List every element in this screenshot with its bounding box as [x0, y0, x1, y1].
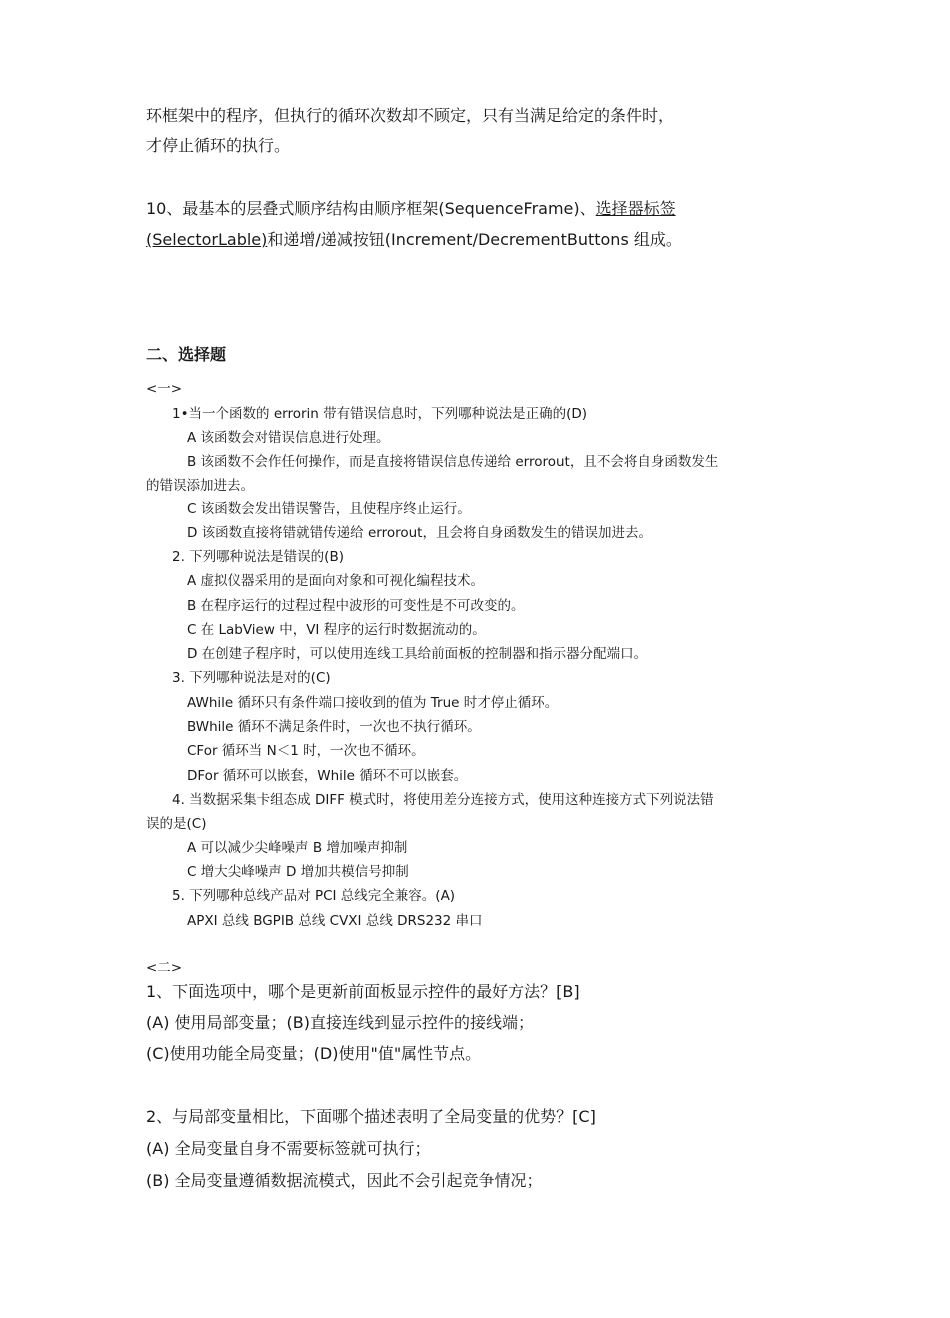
question-1-option: D 该函数直接将错就错传递给 errorout，且会将自身函数发生的错误加进去。: [187, 525, 652, 541]
question-2-option: C 在 LabView 中，VI 程序的运行时数据流动的。: [187, 622, 486, 638]
item-10-rest: 和递增/递减按钮(Increment/DecrementButtons 组成。: [267, 230, 682, 249]
intro-line-1: 环框架中的程序，但执行的循环次数却不顾定，只有当满足给定的条件时，: [146, 106, 675, 125]
question-2-option: D 在创建子程序时，可以使用连线工具给前面板的控制器和指示器分配端口。: [187, 646, 648, 662]
question-4-stem-cont: 误的是(C): [146, 816, 207, 832]
intro-line-2: 才停止循环的执行。: [146, 136, 291, 155]
question-1-stem: 1•当一个函数的 errorin 带有错误信息时，下列哪种说法是正确的(D): [172, 406, 588, 422]
question-3-option: AWhile 循环只有条件端口接收到的值为 True 时才停止循环。: [187, 695, 559, 711]
part-2-question-1-line-b: (C)使用功能全局变量；(D)使用"值"属性节点。: [146, 1044, 482, 1063]
item-10-line-2: [146, 230, 682, 249]
section-title: 二、选择题: [146, 345, 227, 364]
part-1-marker: <一>: [146, 381, 183, 397]
part-2-question-1-line-a: (A) 使用局部变量；(B)直接连线到显示控件的接线端；: [146, 1013, 534, 1032]
question-3-option: BWhile 循环不满足条件时，一次也不执行循环。: [187, 719, 481, 735]
question-3-option: CFor 循环当 N＜1 时，一次也不循环。: [187, 743, 425, 759]
question-1-option: A 该函数会对错误信息进行处理。: [187, 430, 390, 446]
question-3-option: DFor 循环可以嵌套，While 循环不可以嵌套。: [187, 768, 468, 784]
item-10-underlined-english: (SelectorLable): [146, 230, 268, 249]
question-5-option: APXI 总线 BGPIB 总线 CVXI 总线 DRS232 串口: [187, 913, 483, 929]
part-2-marker: <二>: [146, 960, 183, 976]
question-1-option-cont: 的错误添加进去。: [146, 478, 254, 494]
item-10-line-1: [146, 199, 676, 218]
question-3-stem: 3. 下列哪种说法是对的(C): [172, 670, 331, 686]
part-2-question-2-stem: 2、与局部变量相比，下面哪个描述表明了全局变量的优势？[C]: [146, 1107, 596, 1126]
question-1-option: B 该函数不会作任何操作，而是直接将错误信息传递给 errorout，且不会将自身函数发生: [187, 454, 719, 470]
question-1-option: C 该函数会发出错误警告，且使程序终止运行。: [187, 501, 471, 517]
part-2-question-2-line-b: (B) 全局变量遵循数据流模式，因此不会引起竞争情况；: [146, 1171, 543, 1190]
part-2-question-2-line-a: (A) 全局变量自身不需要标签就可执行；: [146, 1139, 431, 1158]
item-10-underlined-term: 选择器标签: [595, 199, 676, 218]
question-4-option: C 增大尖峰噪声 D 增加共模信号抑制: [187, 864, 409, 880]
part-2-question-1-stem: 1、下面选项中，哪个是更新前面板显示控件的最好方法？[B]: [146, 982, 580, 1001]
question-2-stem: 2. 下列哪种说法是错误的(B): [172, 549, 344, 565]
question-5-stem: 5. 下列哪种总线产品对 PCI 总线完全兼容。(A): [172, 888, 456, 904]
question-2-option: A 虚拟仪器采用的是面向对象和可视化编程技术。: [187, 573, 485, 589]
question-2-option: B 在程序运行的过程过程中波形的可变性是不可改变的。: [187, 598, 525, 614]
question-4-option: A 可以减少尖峰噪声 B 增加噪声抑制: [187, 840, 408, 856]
question-4-stem: 4. 当数据采集卡组态成 DIFF 模式时，将使用差分连接方式，使用这种连接方式下列说法错: [172, 792, 714, 808]
item-10-prefix: 10、最基本的层叠式顺序结构由顺序框架(SequenceFrame)、: [146, 199, 596, 218]
